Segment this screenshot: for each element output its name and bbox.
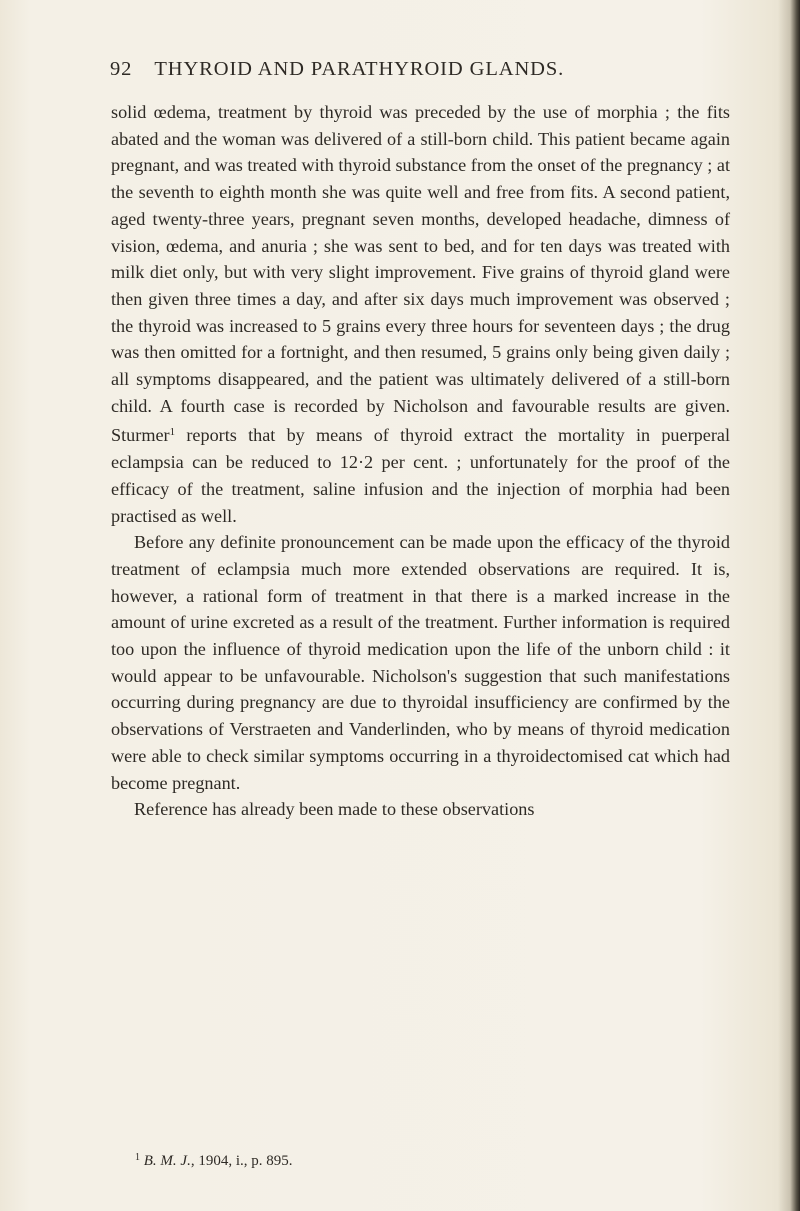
page-binding-shadow [778, 0, 800, 1211]
footnote [135, 1148, 735, 1171]
paragraph-reference: Reference has already been made to these observations [134, 799, 535, 820]
footnote-citation: , 1904, i., p. 895. [190, 1153, 293, 1169]
paragraph-1-text-continued: reports that by means of thyroid extract the mortality in puerperal eclampsia can be reduced to 12·2 per cent. ; unfortunately for the proof of the efficacy of the treatment, saline infusion and the injection of morphia had been practised as well. [111, 425, 730, 526]
paragraph-eclampsia-cases [111, 99, 730, 529]
footnote-reference-mark: 1 [169, 426, 176, 439]
paragraph-pronouncement: Before any definite pronouncement can be made upon the efficacy of the thyroid treatment of eclampsia much more extended observations are required. It is, however, a rational form of treatment in that there is a marked increase in the amount of urine excreted as a result of the treatment. Further information is required too upon the influence of thyroid medication upon the life of the unborn child : it would appear to be unfavourable. Nicholson's suggestion that such manifestations occurring during pregnancy are due to thyroidal insufficiency are confirmed by the observations of Verstraeten and Vanderlinden, who by means of thyroid medication were able to check similar symptoms occurring in a thyroidectomised cat which had become pregnant. [111, 532, 730, 793]
page-header [110, 58, 750, 90]
footnote-mark: 1 [135, 1152, 140, 1163]
footnote-journal: B. M. J. [143, 1153, 191, 1169]
running-title: THYROID AND PARATHYROID GLANDS. [154, 58, 565, 80]
body-text [111, 99, 730, 823]
page-number: 92 [110, 58, 133, 80]
paragraph-1-text: solid œdema, treatment by thyroid was preceded by the use of morphia ; the fits abated and the woman was delivered of a still-born child. This patient became again pregnant, and was treated with thyroid substance from the onset of the pregnancy ; at the seventh to eighth month she was quite well and free from fits. A second patient, aged twenty-three years, pregnant seven months, developed headache, dimness of vision, œdema, and anuria ; she was sent to bed, and for ten days was treated with milk diet only, but with very slight improvement. Five grains of thyroid gland were then given three times a day, and after six days much improvement was observed ; the thyroid was increased to 5 grains every three hours for seventeen days ; the drug was then omitted for a fortnight, and then resumed, 5 grains only being given daily ; all symptoms disappeared, and the patient was ultimately delivered of a still-born child. A fourth case is recorded by Nicholson and favourable results are given. Sturmer [111, 102, 730, 446]
